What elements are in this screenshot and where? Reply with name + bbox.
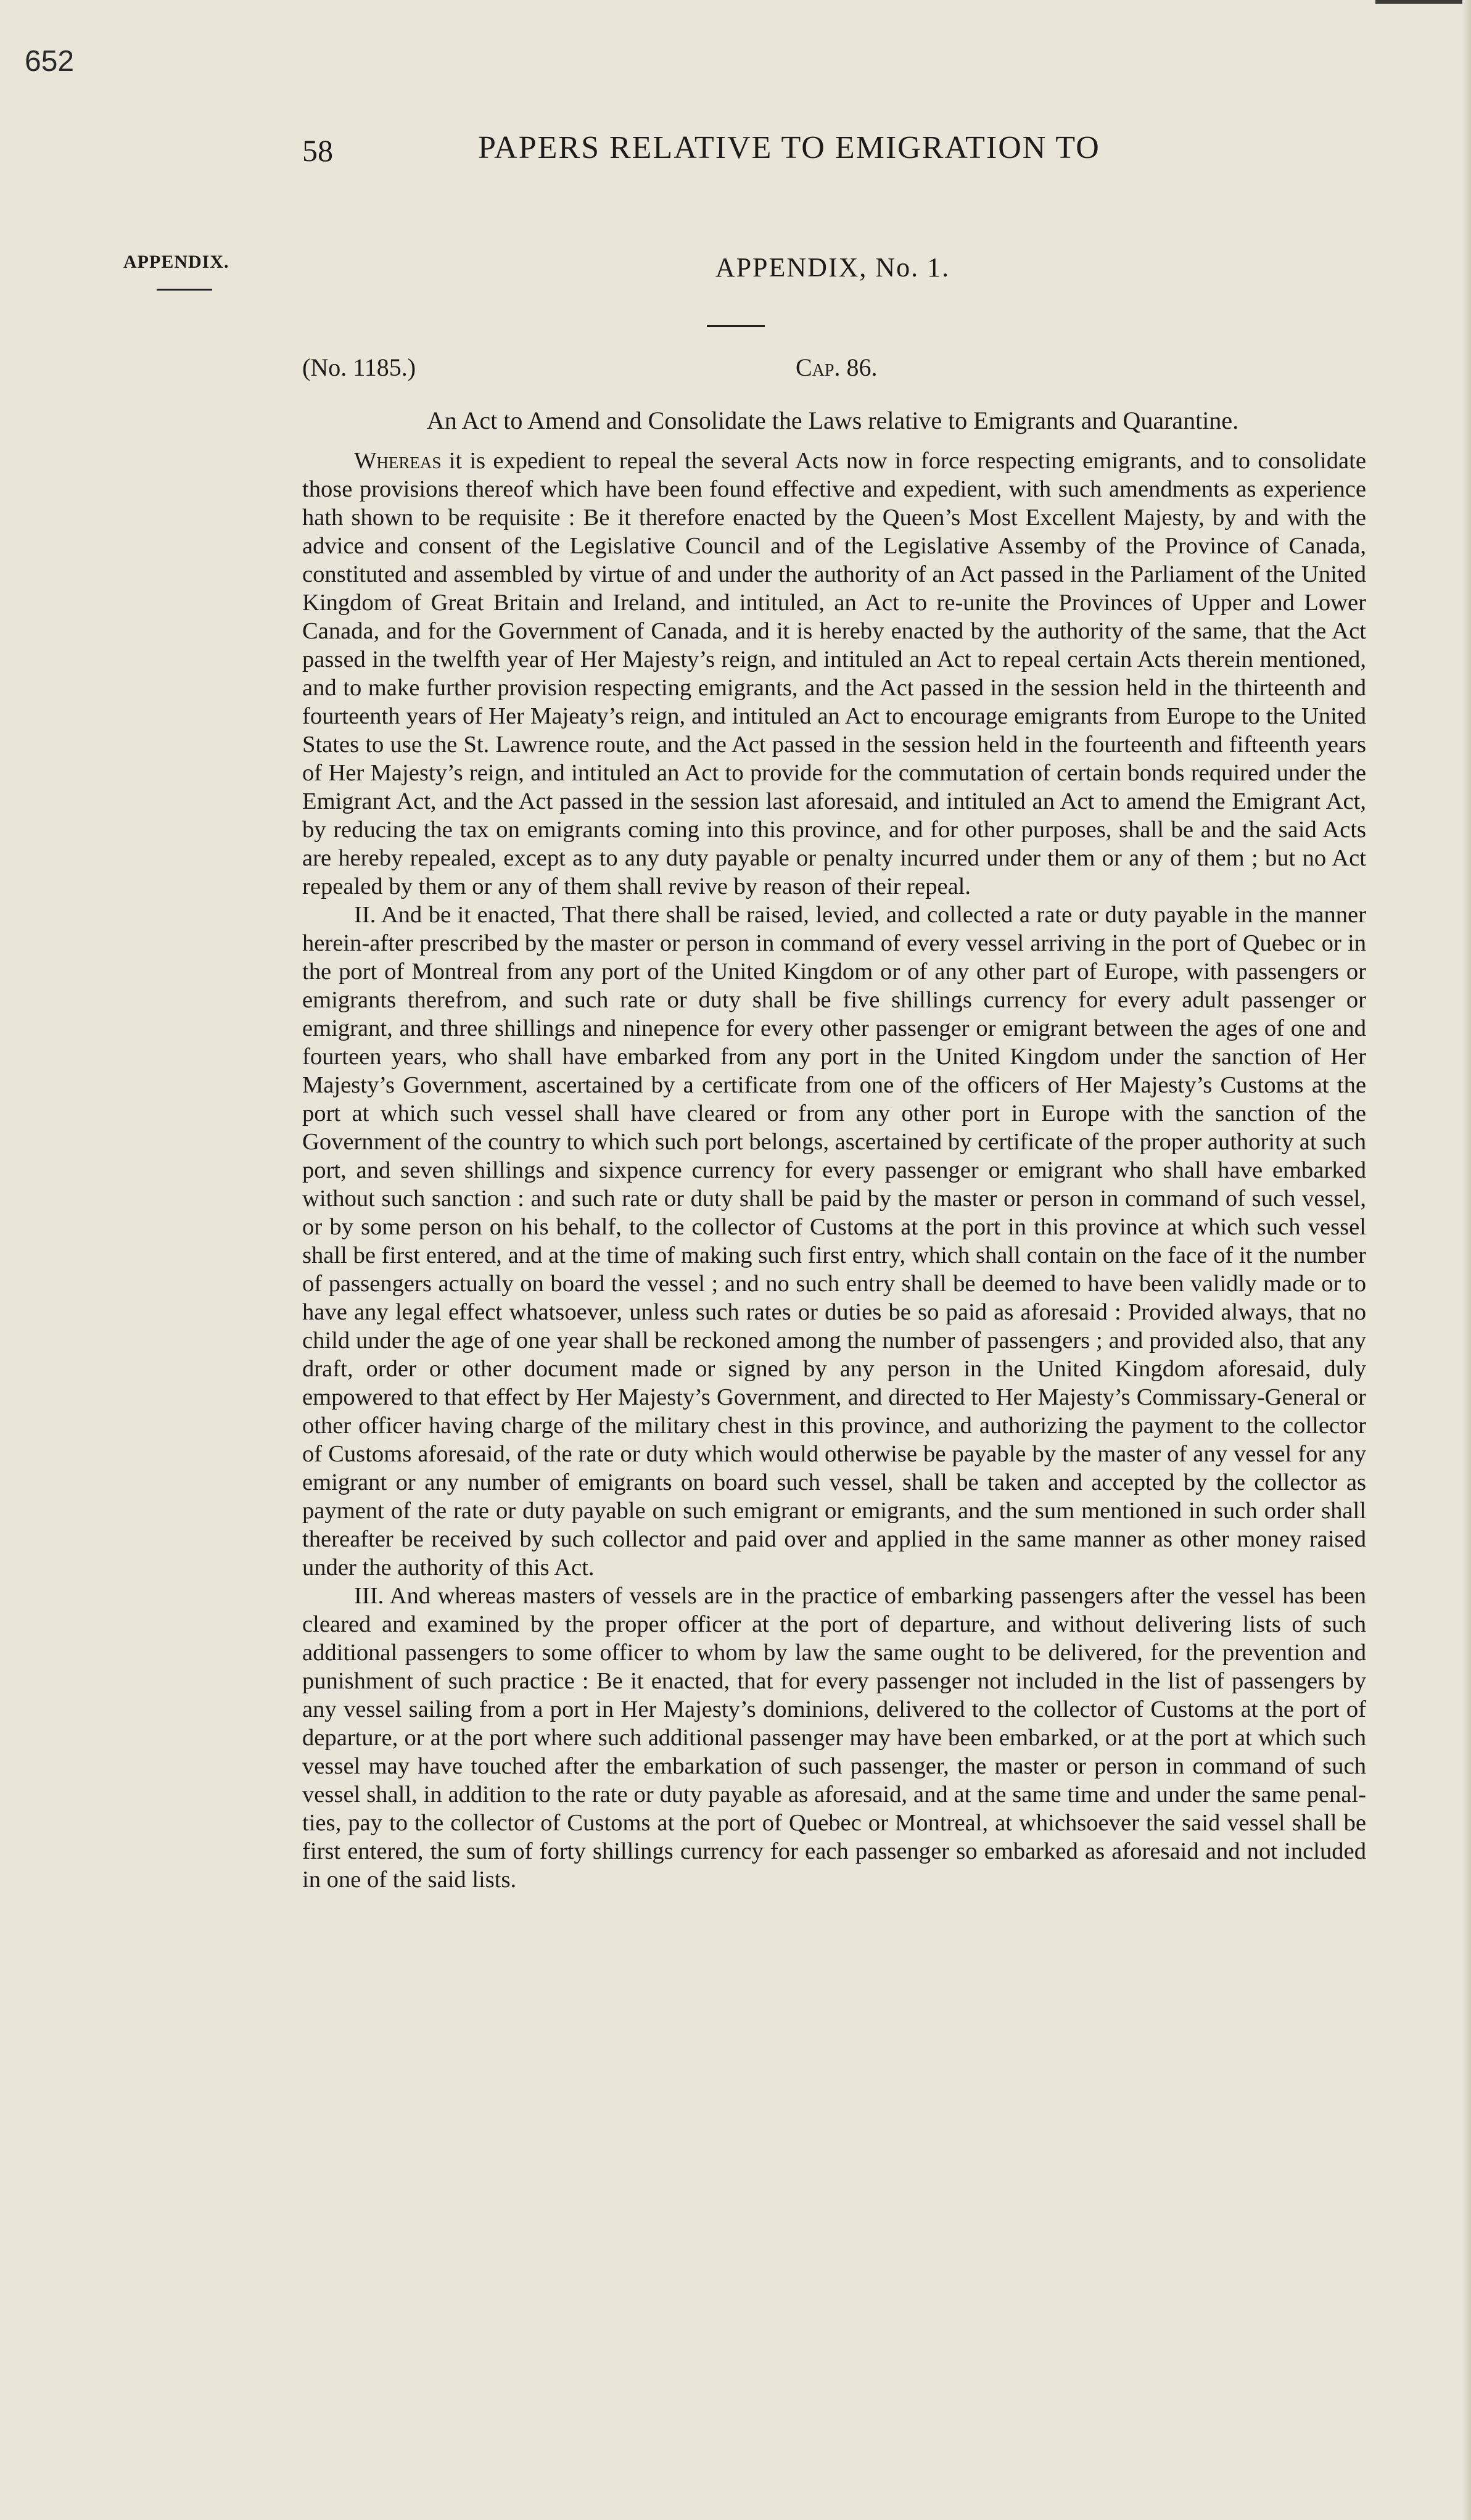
margin-note: APPENDIX. xyxy=(123,252,229,272)
act-number: (No. 1185.) xyxy=(302,353,416,381)
act-body xyxy=(302,447,1366,1894)
act-reference-line xyxy=(302,353,878,382)
scan-edge-right xyxy=(1462,0,1471,2520)
preamble-text: it is expedient to repeal the several Acts now in force respecting emigrants, and to consolidate those provisions thereof which have been found effective and expedient, with such amendments as experience hath shown to be requisite : Be it therefore enacted by the Queen’s Most Excellent Majesty, by and with the advice and consent of the Legislative Council and of the Legislative Assemby of the Province of Canada, constituted and assembled by virtue of and under the authority of an Act passed in the Parliament of the United Kingdom of Great Britain and Ireland, and intituled, an Act to re-unite the Provinces of Upper and Lower Canada, and for the Government of Canada, and it is hereby enacted by the authority of the same, that the Act passed in the twelfth year of Her Majesty’s reign, and intituled an Act to repeal certain Acts therein mentioned, and to make further provision respecting emigrants, and the Act passed in the session held in the thirteenth and fourteenth years of Her Majeaty’s reign, and intituled an Act to encourage emigrants from Europe to the United States to use the St. Lawrence route, and the Act passed in the session held in the fourteenth and fifteenth years of Her Majesty’s reign, and intituled an Act to provide for the commutation of certain bonds required under the Emigrant Act, and the Act passed in the session last aforesaid, and intituled an Act to amend the Emigrant Act, by reducing the tax on emigrants coming into this province, and for other purposes, shall be and the said Acts are hereby repealed, except as to any duty payable or penalty incurred under them or any of them ; but no Act repealed by them or any of them shall revive by reason of their repeal. xyxy=(302,448,1366,899)
margin-rule xyxy=(157,289,212,291)
appendix-title: APPENDIX, No. 1. xyxy=(715,252,950,283)
preamble-paragraph xyxy=(302,447,1366,901)
running-title: PAPERS RELATIVE TO EMIGRATION TO xyxy=(478,130,1100,165)
preamble-lead-word: Whereas xyxy=(354,448,442,474)
section-2-paragraph: II. And be it enacted, That there shall be raised, levied, and collected a rate or duty payable in the manner herein-after prescribed by the master or person in command of every vessel arriving in the port of Quebec or in the port of Montreal from any port of the United Kingdom or of any other part of Europe, with passengers or emigrants therefrom, and such rate or duty shall be five shillings currency for every adult passenger or emigrant, and three shillings and ninepence for every other passenger or emigrant between the ages of one and fourteen years, who shall have embarked from any port in the United Kingdom under the sanction of Her Majesty’s Government, ascertained by a certificate from one of the officers of Her Majesty’s Customs at the port at which such vessel shall have cleared or from any other port in Europe with the sanction of the Government of the country to which such port belongs, ascertained by certificate of the proper authority at such port, and seven shillings and sixpence currency for every passenger or emigrant who shall have embarked without such sanction : and such rate or duty shall be paid by the master or person in command of such vessel, or by some person on his behalf, to the collector of Customs at the port in this province at which such vessel shall be first entered, and at the time of making such first entry, which shall contain on the face of it the number of passengers actually on board the vessel ; and no such entry shall be deemed to have been validly made or to have any legal effect whatsoever, unless such rates or duties be so paid as aforesaid : Provided always, that no child under the age of one year shall be reckoned among the number of passengers ; and provided also, that any draft, order or other document made or signed by any person in the United Kingdom aforesaid, duly empowered to that effect by Her Majesty’s Government, and directed to Her Majesty’s Commissary-General or other officer having charge of the military chest in this province, and authorizing the payment to the collector of Customs aforesaid, of the rate or duty which would otherwise be payable by the master of any vessel for any emigrant or any number of emigrants on board such vessel, shall be taken and accepted by the collector as payment of the rate or duty payable on such emigrant or emigrants, and the sum mentioned in such order shall thereafter be received by such collector and paid over and applied in the same manner as other money raised under the authority of this Act. xyxy=(302,902,1366,1580)
chapter-number: Cap. 86. xyxy=(796,353,878,381)
volume-page-number: 652 xyxy=(25,45,75,78)
page-number: 58 xyxy=(302,133,333,168)
section-3-paragraph: III. And whereas masters of vessels are in the practice of embarking passengers after the vessel has been cleared and examined by the proper officer at the port of departure, and without delivering lists of such additional passengers to some officer to whom by law the same ought to be delivered, for the prevention and punishment of such practice : Be it enacted, that for every passenger not included in the list of passengers by any vessel sailing from a port in Her Majesty’s dominions, delivered to the collector of Customs at the port of departure, or at the port where such additional passenger may have been embarked, or at the port at which such vessel may have touched after the embarkation of such passenger, the master or person in command of such vessel shall, in addition to the rate or duty payable as aforesaid, and at the same time and under the same penalties, pay to the collector of Customs at the port of Quebec or Montreal, at whichsoever the said vessel shall be first entered, the sum of forty shillings currency for each passenger so embarked as aforesaid and not included in one of the said lists. xyxy=(302,1583,1366,1893)
title-rule xyxy=(707,325,765,327)
act-title: An Act to Amend and Consolidate the Laws relative to Emigrants and Quarantine. xyxy=(426,407,1239,434)
scan-edge-shadow xyxy=(1375,0,1471,4)
